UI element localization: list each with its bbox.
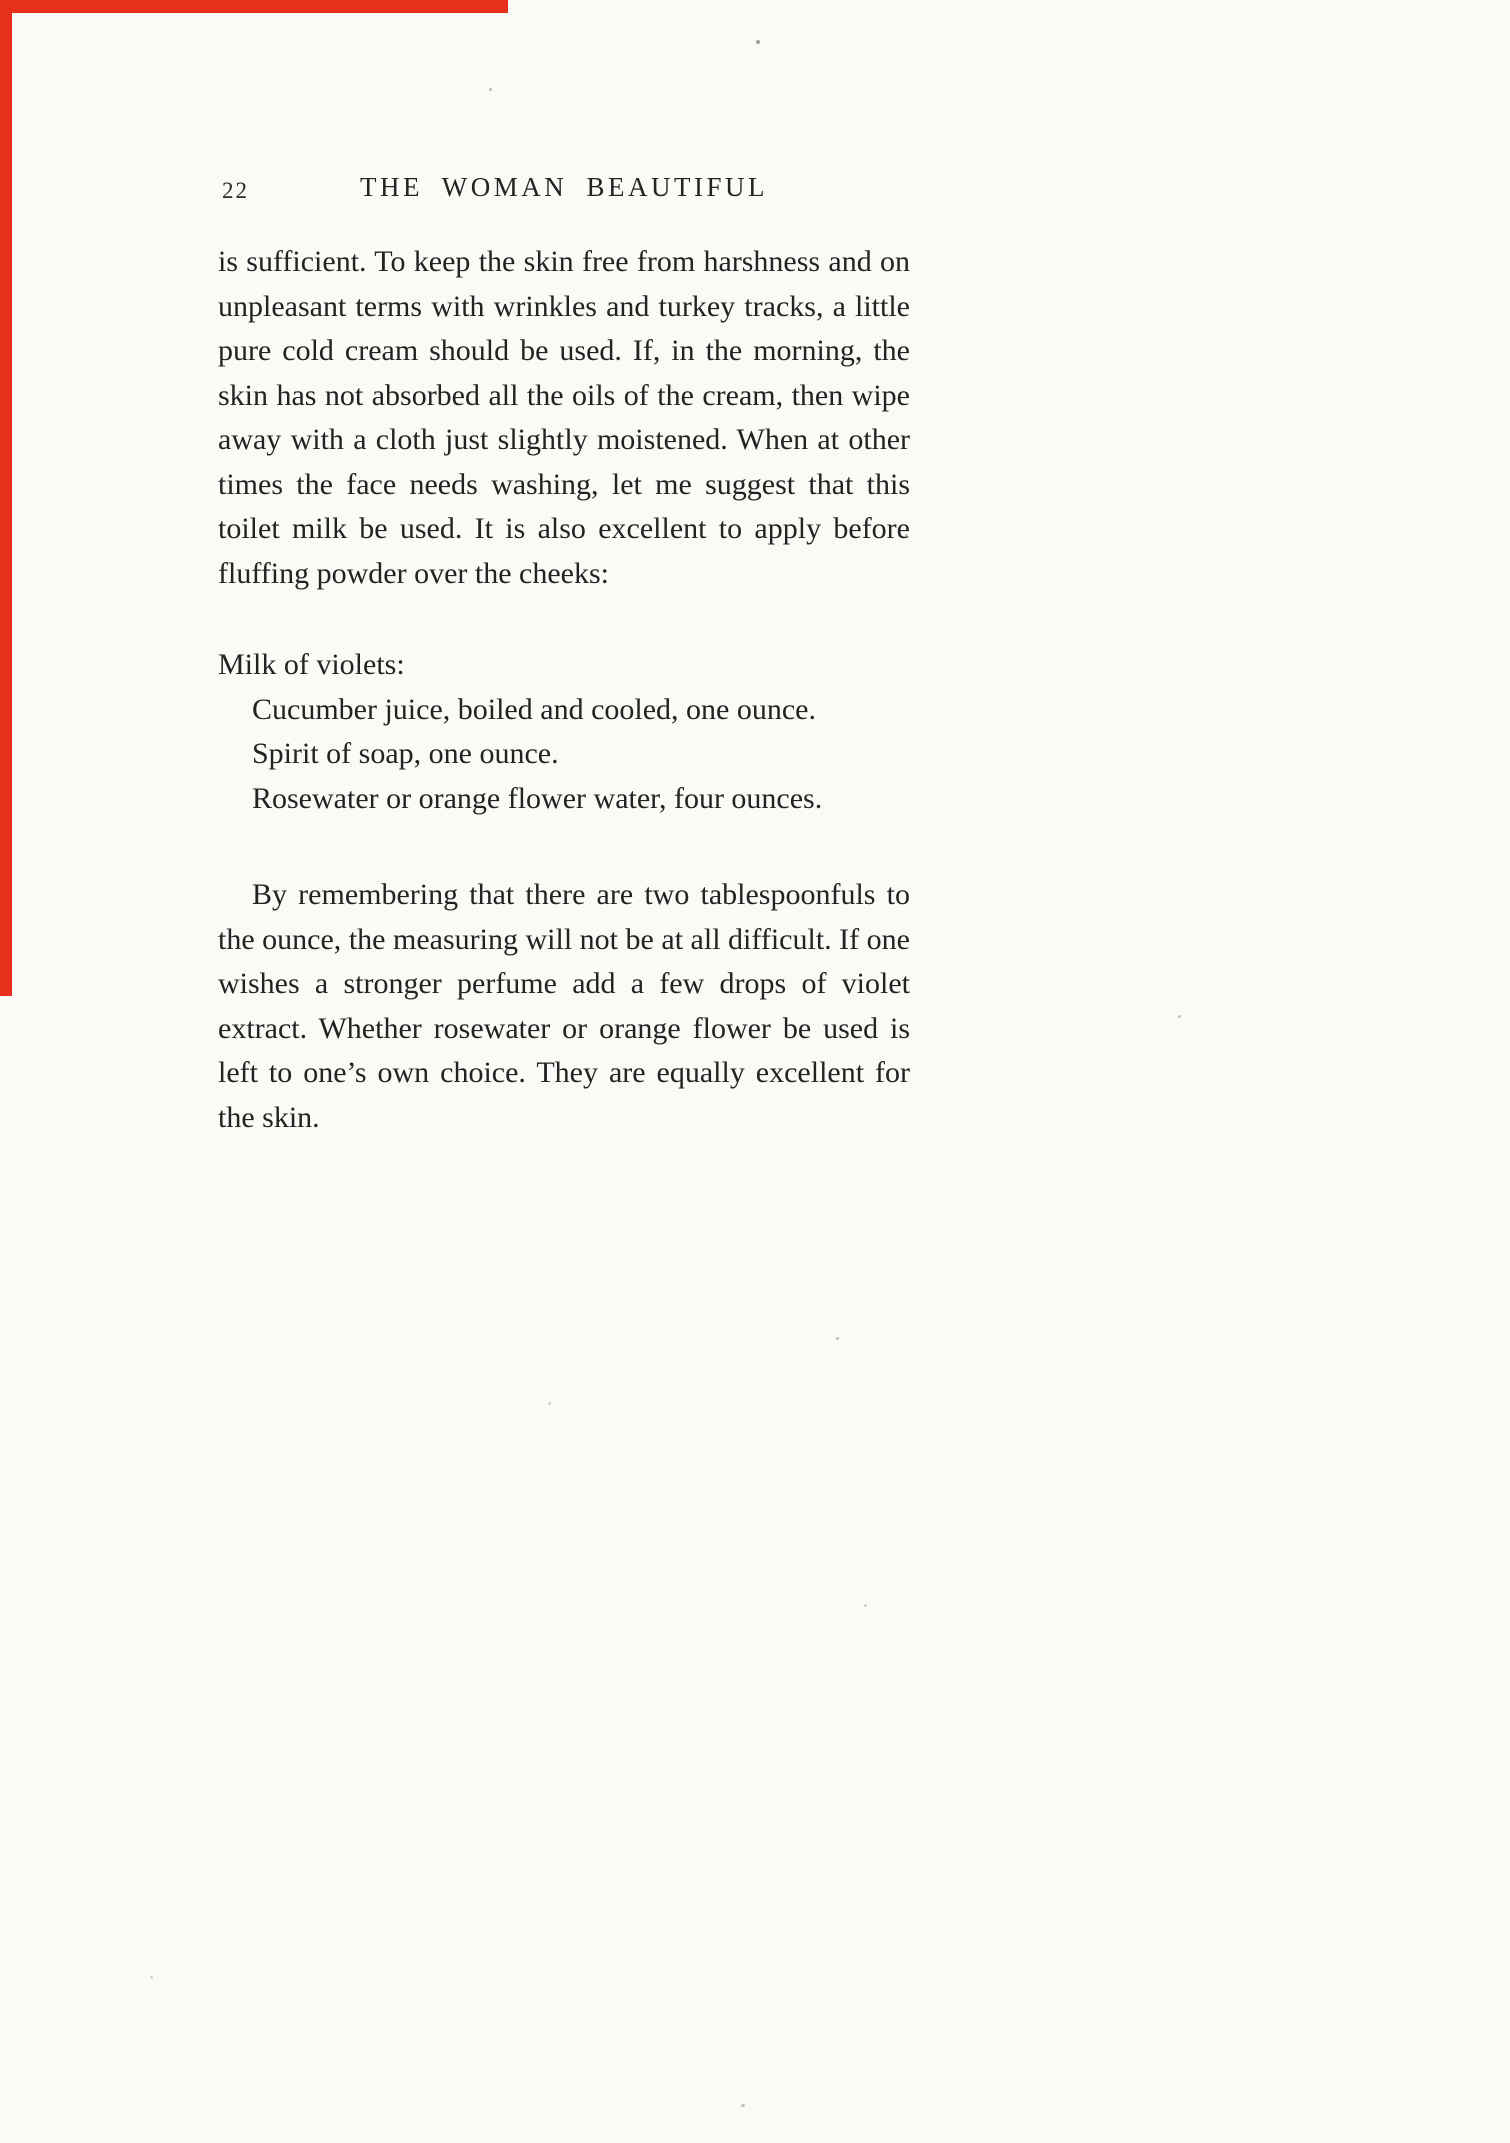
recipe-block <box>218 643 910 821</box>
paragraph-closing: By remembering that there are two tablespoonfuls to the ounce, the measuring will not be at all difficult. If one wishes a stronger perfume add a few drops of violet extract. Whether rosewater or orange flower be used is left to one’s own choice. They are equally excellent for the skin. <box>218 878 910 1134</box>
scan-speck <box>489 88 492 91</box>
recipe-item: Rosewater or orange flower water, four ounces. <box>252 781 823 815</box>
scan-speck <box>836 1337 839 1340</box>
page-number: 22 <box>222 178 249 203</box>
paragraph-continuation: is sufficient. To keep the skin free from harshness and on unpleasant terms with wrinkles and turkey tracks, a little pure cold cream should be used. If, in the morning, the skin has not absorbed all the oils of the cream, then wipe away with a cloth just slightly moistened. When at other times the face needs washing, let me suggest that this toilet milk be used. It is also excellent to apply before fluffing powder over the cheeks: <box>218 245 910 590</box>
page-column <box>218 170 910 1140</box>
scan-speck <box>741 2104 745 2107</box>
scan-speck <box>548 1402 551 1405</box>
scan-red-edge-left <box>0 0 12 996</box>
recipe-item: Spirit of soap, one ounce. <box>252 737 559 770</box>
scan-red-edge-top <box>0 0 508 13</box>
scan-speck <box>864 1604 867 1607</box>
scan-speck <box>150 1976 153 1979</box>
scan-speck <box>1178 1015 1181 1018</box>
recipe-title: Milk of violets: <box>218 648 405 681</box>
page-body-text <box>218 240 910 1140</box>
page-header <box>218 170 910 214</box>
scan-speck <box>756 40 760 44</box>
recipe-item: Cucumber juice, boiled and cooled, one ounce. <box>252 692 816 726</box>
running-header-title: THE WOMAN BEAUTIFUL <box>360 172 768 202</box>
